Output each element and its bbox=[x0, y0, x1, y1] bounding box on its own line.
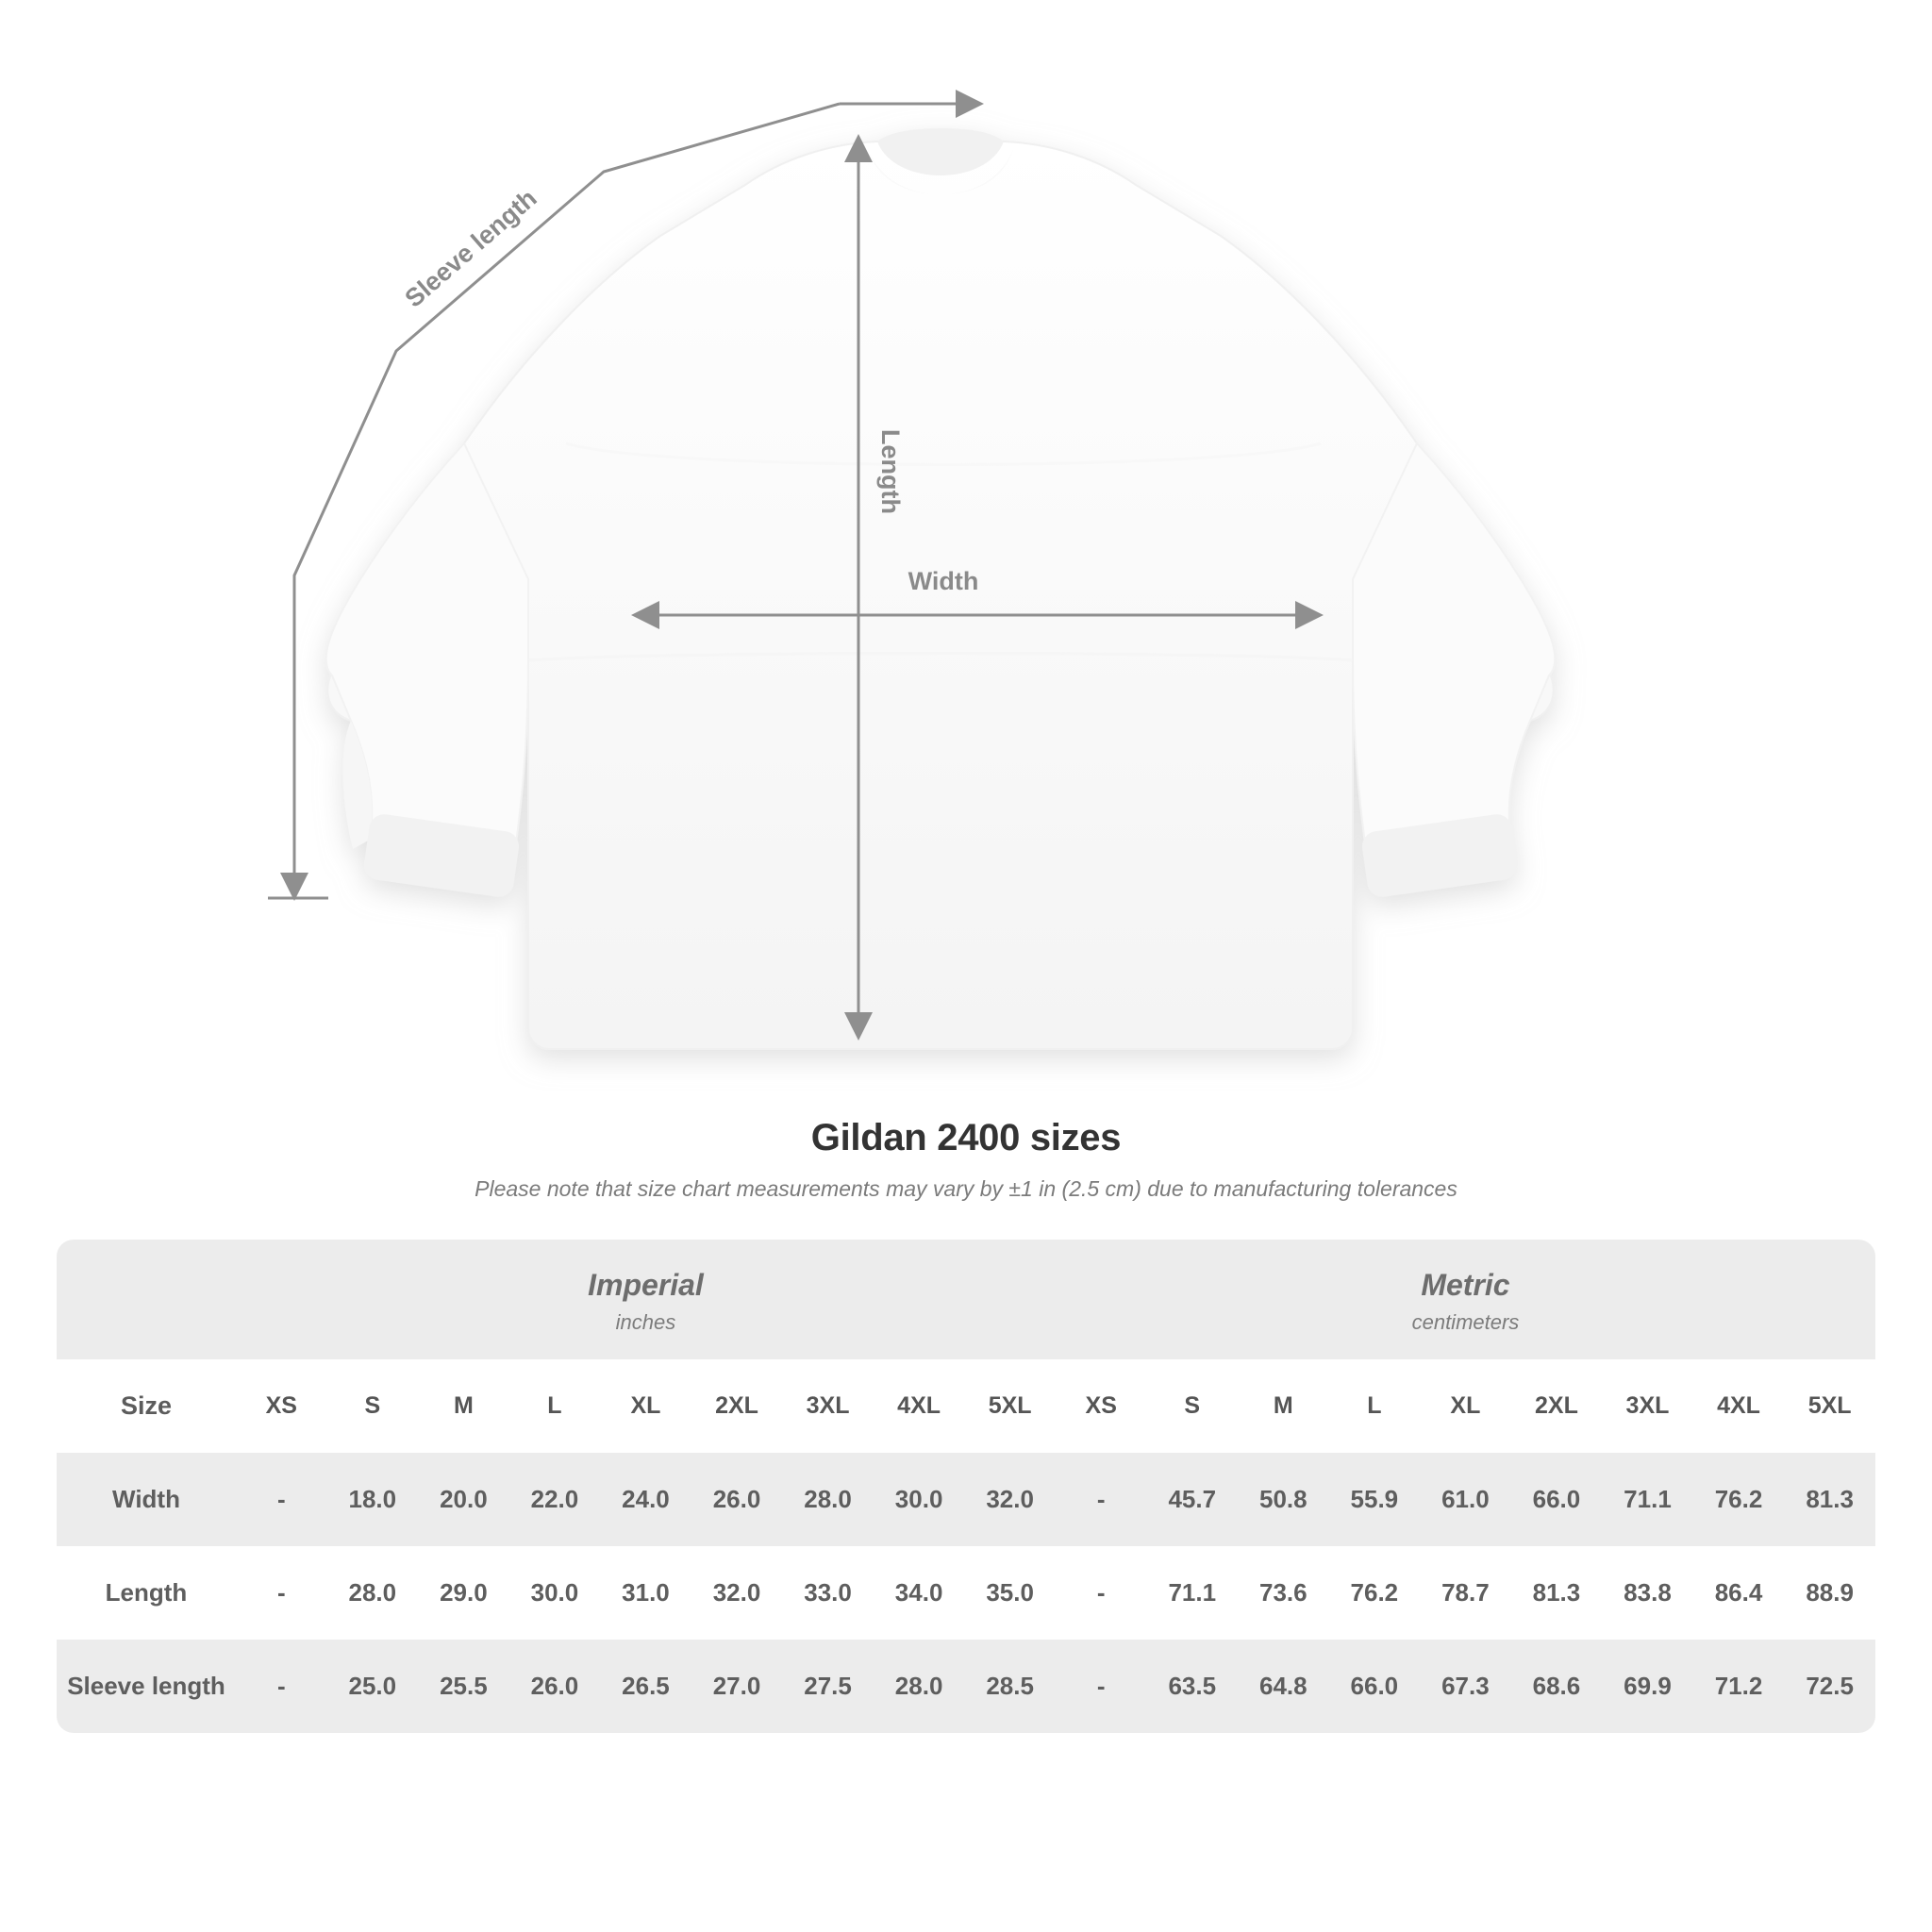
row-label-sleeve-length: Sleeve length bbox=[57, 1640, 236, 1733]
unit-metric-sub: centimeters bbox=[1411, 1310, 1520, 1334]
size-header-metric-3xl: 3XL bbox=[1602, 1359, 1693, 1453]
cell-sleeve-imperial-xl: 26.5 bbox=[600, 1640, 691, 1733]
cell-width-imperial-3xl: 28.0 bbox=[782, 1453, 874, 1546]
cell-width-imperial-xs: - bbox=[236, 1453, 327, 1546]
cell-sleeve-metric-2xl: 68.6 bbox=[1511, 1640, 1603, 1733]
size-header-metric-2xl: 2XL bbox=[1511, 1359, 1603, 1453]
cell-sleeve-metric-5xl: 72.5 bbox=[1784, 1640, 1875, 1733]
cell-length-imperial-m: 29.0 bbox=[418, 1546, 509, 1640]
cell-sleeve-metric-s: 63.5 bbox=[1146, 1640, 1238, 1733]
unit-metric-name: Metric bbox=[1421, 1268, 1510, 1302]
size-table-container bbox=[57, 1240, 1875, 1733]
cell-sleeve-metric-l: 66.0 bbox=[1329, 1640, 1421, 1733]
cell-width-imperial-s: 18.0 bbox=[327, 1453, 419, 1546]
table-row bbox=[57, 1640, 1875, 1733]
cell-length-metric-m: 73.6 bbox=[1238, 1546, 1329, 1640]
page-title: Gildan 2400 sizes bbox=[810, 1117, 1122, 1158]
size-header-metric-m: M bbox=[1238, 1359, 1329, 1453]
unit-corner-cell bbox=[57, 1240, 236, 1359]
size-header-imperial-5xl: 5XL bbox=[964, 1359, 1056, 1453]
cell-length-metric-xs: - bbox=[1056, 1546, 1147, 1640]
cell-sleeve-imperial-s: 25.0 bbox=[327, 1640, 419, 1733]
size-header-imperial-2xl: 2XL bbox=[691, 1359, 783, 1453]
cell-sleeve-metric-xs: - bbox=[1056, 1640, 1147, 1733]
cell-sleeve-imperial-l: 26.0 bbox=[509, 1640, 601, 1733]
cell-sleeve-imperial-5xl: 28.5 bbox=[964, 1640, 1056, 1733]
cell-length-metric-2xl: 81.3 bbox=[1511, 1546, 1603, 1640]
size-header-metric-4xl: 4XL bbox=[1693, 1359, 1785, 1453]
cell-width-metric-3xl: 71.1 bbox=[1602, 1453, 1693, 1546]
cell-length-imperial-4xl: 34.0 bbox=[874, 1546, 965, 1640]
cell-length-metric-xl: 78.7 bbox=[1420, 1546, 1511, 1640]
unit-imperial-cell bbox=[236, 1240, 1056, 1359]
size-header-metric-xl: XL bbox=[1420, 1359, 1511, 1453]
cell-width-imperial-xl: 24.0 bbox=[600, 1453, 691, 1546]
cell-length-imperial-3xl: 33.0 bbox=[782, 1546, 874, 1640]
cell-length-imperial-xl: 31.0 bbox=[600, 1546, 691, 1640]
cell-sleeve-imperial-2xl: 27.0 bbox=[691, 1640, 783, 1733]
cell-width-metric-5xl: 81.3 bbox=[1784, 1453, 1875, 1546]
cell-width-metric-xs: - bbox=[1056, 1453, 1147, 1546]
cell-length-metric-3xl: 83.8 bbox=[1602, 1546, 1693, 1640]
title-block bbox=[0, 1117, 1932, 1202]
table-row bbox=[57, 1453, 1875, 1546]
cell-sleeve-imperial-m: 25.5 bbox=[418, 1640, 509, 1733]
size-header-metric-s: S bbox=[1146, 1359, 1238, 1453]
cell-sleeve-metric-4xl: 71.2 bbox=[1693, 1640, 1785, 1733]
cell-sleeve-imperial-4xl: 28.0 bbox=[874, 1640, 965, 1733]
size-table bbox=[57, 1240, 1875, 1733]
sleeve-length-label: Sleeve length bbox=[399, 183, 542, 313]
cell-sleeve-imperial-3xl: 27.5 bbox=[782, 1640, 874, 1733]
cell-width-metric-2xl: 66.0 bbox=[1511, 1453, 1603, 1546]
cell-length-metric-l: 76.2 bbox=[1329, 1546, 1421, 1640]
size-header-imperial-l: L bbox=[509, 1359, 601, 1453]
table-row bbox=[57, 1546, 1875, 1640]
size-header-metric-l: L bbox=[1329, 1359, 1421, 1453]
cell-width-metric-l: 55.9 bbox=[1329, 1453, 1421, 1546]
unit-header-row bbox=[57, 1240, 1875, 1359]
unit-imperial-sub: inches bbox=[615, 1310, 676, 1334]
cell-length-metric-s: 71.1 bbox=[1146, 1546, 1238, 1640]
cell-sleeve-metric-3xl: 69.9 bbox=[1602, 1640, 1693, 1733]
cell-sleeve-metric-m: 64.8 bbox=[1238, 1640, 1329, 1733]
size-header-row bbox=[57, 1359, 1875, 1453]
cell-length-imperial-l: 30.0 bbox=[509, 1546, 601, 1640]
cell-sleeve-imperial-xs: - bbox=[236, 1640, 327, 1733]
width-label: Width bbox=[908, 567, 979, 595]
cell-width-imperial-5xl: 32.0 bbox=[964, 1453, 1056, 1546]
cell-width-imperial-2xl: 26.0 bbox=[691, 1453, 783, 1546]
cell-length-imperial-xs: - bbox=[236, 1546, 327, 1640]
size-header-imperial-s: S bbox=[327, 1359, 419, 1453]
unit-imperial-name: Imperial bbox=[588, 1268, 704, 1302]
cell-length-imperial-5xl: 35.0 bbox=[964, 1546, 1056, 1640]
size-header-imperial-xs: XS bbox=[236, 1359, 327, 1453]
size-header-label: Size bbox=[57, 1359, 236, 1453]
size-header-imperial-m: M bbox=[418, 1359, 509, 1453]
cell-length-imperial-2xl: 32.0 bbox=[691, 1546, 783, 1640]
cell-sleeve-metric-xl: 67.3 bbox=[1420, 1640, 1511, 1733]
tolerance-note: Please note that size chart measurements may vary by ±1 in (2.5 cm) due to manufacturing tolerances bbox=[475, 1176, 1457, 1201]
cell-length-metric-5xl: 88.9 bbox=[1784, 1546, 1875, 1640]
size-header-metric-5xl: 5XL bbox=[1784, 1359, 1875, 1453]
cell-width-imperial-m: 20.0 bbox=[418, 1453, 509, 1546]
size-header-imperial-3xl: 3XL bbox=[782, 1359, 874, 1453]
length-label: Length bbox=[876, 429, 905, 514]
cell-width-imperial-l: 22.0 bbox=[509, 1453, 601, 1546]
cell-width-metric-s: 45.7 bbox=[1146, 1453, 1238, 1546]
cell-width-imperial-4xl: 30.0 bbox=[874, 1453, 965, 1546]
unit-metric-cell bbox=[1056, 1240, 1875, 1359]
cell-length-imperial-s: 28.0 bbox=[327, 1546, 419, 1640]
row-label-width: Width bbox=[57, 1453, 236, 1546]
cell-width-metric-4xl: 76.2 bbox=[1693, 1453, 1785, 1546]
row-label-length: Length bbox=[57, 1546, 236, 1640]
size-header-metric-xs: XS bbox=[1056, 1359, 1147, 1453]
cell-length-metric-4xl: 86.4 bbox=[1693, 1546, 1785, 1640]
cell-width-metric-xl: 61.0 bbox=[1420, 1453, 1511, 1546]
size-header-imperial-xl: XL bbox=[600, 1359, 691, 1453]
size-header-imperial-4xl: 4XL bbox=[874, 1359, 965, 1453]
cell-width-metric-m: 50.8 bbox=[1238, 1453, 1329, 1546]
